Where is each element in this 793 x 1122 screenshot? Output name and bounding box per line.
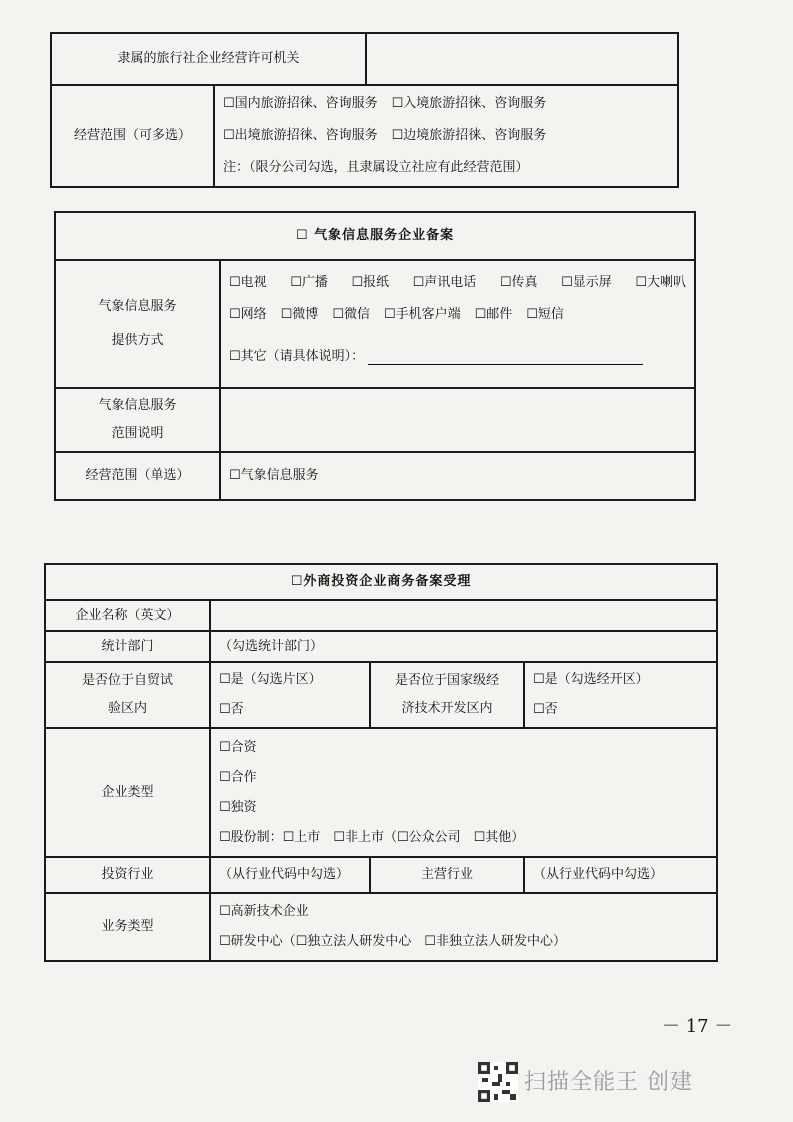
stat-dept-field[interactable]: （勾选统计部门） [210, 631, 717, 662]
main-industry-label: 主营行业 [370, 857, 524, 893]
checkbox-other[interactable]: ☐其它（请具体说明）： [229, 349, 365, 365]
qr-code-icon [478, 1062, 518, 1102]
checkbox-dev-yes[interactable]: ☐是（勾选经开区） [533, 672, 649, 688]
checkbox-radio[interactable]: ☐广播 [290, 275, 328, 291]
checkbox-weibo[interactable]: ☐微博 [280, 307, 319, 323]
english-name-field[interactable] [210, 600, 717, 631]
travel-scope-options [214, 85, 678, 187]
checkbox-dev-no[interactable]: ☐否 [533, 702, 558, 718]
other-underline-field[interactable] [368, 350, 643, 365]
checkbox-weather-service[interactable]: ☐气象信息服务 [220, 452, 695, 500]
dev-zone-label-line2: 济技术开发区内 [401, 701, 493, 716]
main-industry-field[interactable]: （从行业代码中勾选） [524, 857, 717, 893]
weather-service-table [54, 211, 696, 501]
business-type-label: 业务类型 [45, 893, 210, 961]
dev-zone-label-line1: 是否位于国家级经 [394, 673, 499, 688]
checkbox-ftz-yes[interactable]: ☐是（勾选片区） [219, 672, 322, 688]
ftz-label-line1: 是否位于自贸试 [81, 673, 173, 688]
weather-range-field[interactable] [220, 388, 695, 452]
checkbox-outbound[interactable]: ☐出境旅游招徕、咨询服务 [223, 128, 378, 144]
page-number: － 17 － [662, 1016, 733, 1037]
enterprise-type-label: 企业类型 [45, 728, 210, 857]
business-type-options [210, 893, 717, 961]
travel-scope-label: 经营范围（可多选） [51, 85, 214, 187]
travel-scope-note: 注：（限分公司勾选，且隶属设立社应有此经营范围） [223, 160, 529, 176]
enterprise-type-options [210, 728, 717, 857]
license-authority-field[interactable] [366, 33, 678, 85]
ftz-label-line2: 验区内 [107, 701, 147, 716]
checkbox-tv[interactable]: ☐电视 [229, 275, 267, 291]
checkbox-sms[interactable]: ☐短信 [526, 307, 564, 323]
weather-range-label-line1: 气象信息服务 [98, 398, 177, 413]
scanner-watermark: 扫描全能王 创建 [524, 1070, 693, 1095]
checkbox-fax[interactable]: ☐传真 [499, 275, 538, 291]
weather-range-label [55, 388, 220, 452]
checkbox-internet[interactable]: ☐网络 [229, 307, 267, 323]
ftz-options [210, 662, 370, 728]
checkbox-email[interactable]: ☐邮件 [474, 307, 513, 323]
weather-range-label-line2: 范围说明 [111, 426, 164, 441]
english-name-label: 企业名称（英文） [45, 600, 210, 631]
weather-method-label [55, 260, 220, 388]
checkbox-inbound[interactable]: ☐入境旅游招徕、咨询服务 [391, 96, 547, 112]
travel-agency-table [50, 32, 679, 188]
weather-method-label-line1: 气象信息服务 [98, 299, 177, 314]
weather-title: ☐ 气象信息服务企业备案 [55, 212, 695, 260]
weather-scope-label: 经营范围（单选） [55, 452, 220, 500]
foreign-title: ☐外商投资企业商务备案受理 [45, 564, 717, 600]
checkbox-rd-center[interactable]: ☐研发中心（☐独立法人研发中心 ☐非独立法人研发中心） [219, 934, 566, 950]
invest-industry-label: 投资行业 [45, 857, 210, 893]
weather-options-row-2 [229, 299, 686, 331]
weather-method-label-line2: 提供方式 [111, 333, 164, 348]
checkbox-wechat[interactable]: ☐微信 [332, 307, 370, 323]
stat-dept-label: 统计部门 [45, 631, 210, 662]
license-authority-label: 隶属的旅行社企业经营许可机关 [51, 33, 366, 85]
invest-industry-field[interactable]: （从行业代码中勾选） [210, 857, 370, 893]
checkbox-joint-venture[interactable]: ☐合资 [219, 739, 257, 755]
dev-zone-label [370, 662, 524, 728]
dev-zone-options [524, 662, 717, 728]
foreign-investment-table [44, 563, 718, 962]
checkbox-wholly-owned[interactable]: ☐独资 [219, 799, 257, 815]
ftz-label [45, 662, 210, 728]
checkbox-domestic[interactable]: ☐国内旅游招徕、咨询服务 [223, 96, 378, 112]
travel-scope-row-1 [223, 88, 669, 120]
travel-scope-row-2 [223, 120, 669, 152]
checkbox-border[interactable]: ☐边境旅游招徕、咨询服务 [391, 128, 547, 144]
checkbox-loudspeaker[interactable]: ☐大喇叭 [635, 275, 686, 291]
checkbox-cooperative[interactable]: ☐合作 [219, 769, 257, 785]
weather-options-row-1 [229, 267, 686, 299]
checkbox-newspaper[interactable]: ☐报纸 [351, 275, 390, 291]
checkbox-ftz-no[interactable]: ☐否 [219, 702, 244, 718]
checkbox-voice-phone[interactable]: ☐声讯电话 [412, 275, 477, 291]
checkbox-joint-stock[interactable]: ☐股份制：☐上市 ☐非上市（☐公众公司 ☐其他） [219, 829, 525, 845]
weather-method-options [220, 260, 695, 388]
checkbox-high-tech[interactable]: ☐高新技术企业 [219, 904, 309, 920]
checkbox-mobile-app[interactable]: ☐手机客户端 [383, 307, 461, 323]
checkbox-display-screen[interactable]: ☐显示屏 [561, 275, 612, 291]
weather-other-row [229, 341, 686, 373]
